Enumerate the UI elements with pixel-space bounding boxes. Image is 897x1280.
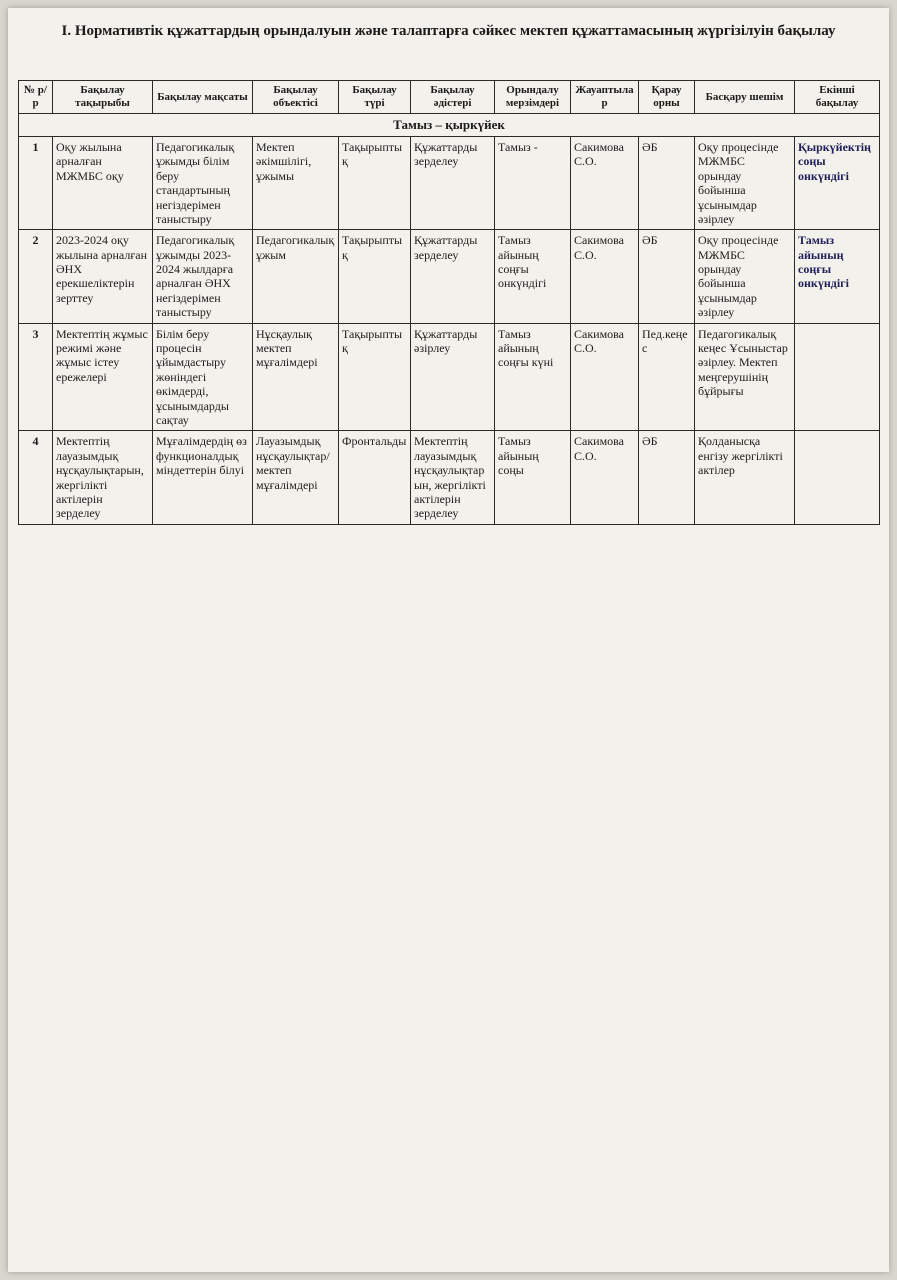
row-type: Тақырыптық <box>339 136 411 229</box>
header-type: Бақылау түрі <box>339 81 411 114</box>
row-goal: Педагогикалық ұжымды 2023-2024 жылдарға арналған ӘНХ негіздерімен таныстыру <box>153 230 253 323</box>
row-decision: Оқу процесінде МЖМБС орындау бойынша ұсынымдар әзірлеу <box>695 230 795 323</box>
row-second-control: Қыркүйектің соңы онкүндігі <box>795 136 880 229</box>
row-responsible: Сакимова С.О. <box>571 323 639 431</box>
row-num: 1 <box>19 136 53 229</box>
row-method: Құжаттарды әзірлеу <box>411 323 495 431</box>
row-deadline: Тамыз айының соңғы күні <box>495 323 571 431</box>
row-goal: Педагогикалық ұжымды білім беру стандартының негіздерімен таныстыру <box>153 136 253 229</box>
header-decision: Басқару шешім <box>695 81 795 114</box>
row-decision: Оқу процесінде МЖМБС орындау бойынша ұсынымдар әзірлеу <box>695 136 795 229</box>
header-method: Бақылау әдістері <box>411 81 495 114</box>
header-num: № р/р <box>19 81 53 114</box>
header-venue: Қарау орны <box>639 81 695 114</box>
row-num: 3 <box>19 323 53 431</box>
row-deadline: Тамыз - <box>495 136 571 229</box>
row-goal: Мұғалімдердің өз функционалдық міндеттерін білуі <box>153 431 253 524</box>
row-topic: 2023-2024 оқу жылына арналған ӘНХ ерекшеліктерін зерттеу <box>53 230 153 323</box>
row-deadline: Тамыз айының соңы <box>495 431 571 524</box>
row-venue: ӘБ <box>639 230 695 323</box>
row-num: 2 <box>19 230 53 323</box>
row-topic: Мектептің жұмыс режимі және жұмыс істеу ережелері <box>53 323 153 431</box>
row-goal: Білім беру процесін ұйымдастыру жөніндегі өкімдерді, ұсынымдарды сақтау <box>153 323 253 431</box>
row-method: Құжаттарды зерделеу <box>411 230 495 323</box>
row-object: Педагогикалық ұжым <box>253 230 339 323</box>
month-label: Тамыз – қыркүйек <box>19 114 880 137</box>
control-plan-table <box>18 80 880 525</box>
section-title: І. Нормативтік құжаттардың орындалуын және талаптарға сәйкес мектеп құжаттамасының жүргізілуін бақылау <box>61 23 836 39</box>
header-responsible: Жауаптылар <box>571 81 639 114</box>
row-deadline: Тамыз айының соңғы онкүндігі <box>495 230 571 323</box>
row-venue: ӘБ <box>639 136 695 229</box>
row-venue: ӘБ <box>639 431 695 524</box>
row-topic: Мектептің лауазымдық нұсқаулықтарын, жергілікті актілерін зерделеу <box>53 431 153 524</box>
row-venue: Пед.кеңес <box>639 323 695 431</box>
row-object: Мектеп әкімшілігі, ұжымы <box>253 136 339 229</box>
table-row <box>19 136 880 229</box>
header-deadline: Орындалу мерзімдері <box>495 81 571 114</box>
month-row <box>19 114 880 137</box>
row-type: Тақырыптық <box>339 323 411 431</box>
row-object: Лауазымдық нұсқаулықтар/мектеп мұғалімдері <box>253 431 339 524</box>
row-responsible: Сакимова С.О. <box>571 431 639 524</box>
row-topic: Оқу жылына арналған МЖМБС оқу <box>53 136 153 229</box>
row-responsible: Сакимова С.О. <box>571 136 639 229</box>
row-num: 4 <box>19 431 53 524</box>
table-row <box>19 431 880 524</box>
row-responsible: Сакимова С.О. <box>571 230 639 323</box>
header-goal: Бақылау мақсаты <box>153 81 253 114</box>
row-second-control <box>795 323 880 431</box>
row-second-control <box>795 431 880 524</box>
table-row <box>19 230 880 323</box>
row-method: Құжаттарды зерделеу <box>411 136 495 229</box>
row-object: Нұсқаулық мектеп мұғалімдері <box>253 323 339 431</box>
row-decision: Педагогикалық кеңес Ұсыныстар әзірлеу. Мектеп меңгерушінің бұйрығы <box>695 323 795 431</box>
row-type: Фронтальды <box>339 431 411 524</box>
document-page <box>8 8 889 1272</box>
table-row <box>19 323 880 431</box>
header-topic: Бақылау тақырыбы <box>53 81 153 114</box>
row-method: Мектептің лауазымдық нұсқаулықтарын, жергілікті актілерін зерделеу <box>411 431 495 524</box>
row-type: Тақырыптық <box>339 230 411 323</box>
table-header-row <box>19 81 880 114</box>
row-second-control: Тамыз айының соңғы онкүндігі <box>795 230 880 323</box>
header-object: Бақылау объектісі <box>253 81 339 114</box>
header-second-control: Екінші бақылау <box>795 81 880 114</box>
row-decision: Қолданысқа енгізу жергілікті актілер <box>695 431 795 524</box>
